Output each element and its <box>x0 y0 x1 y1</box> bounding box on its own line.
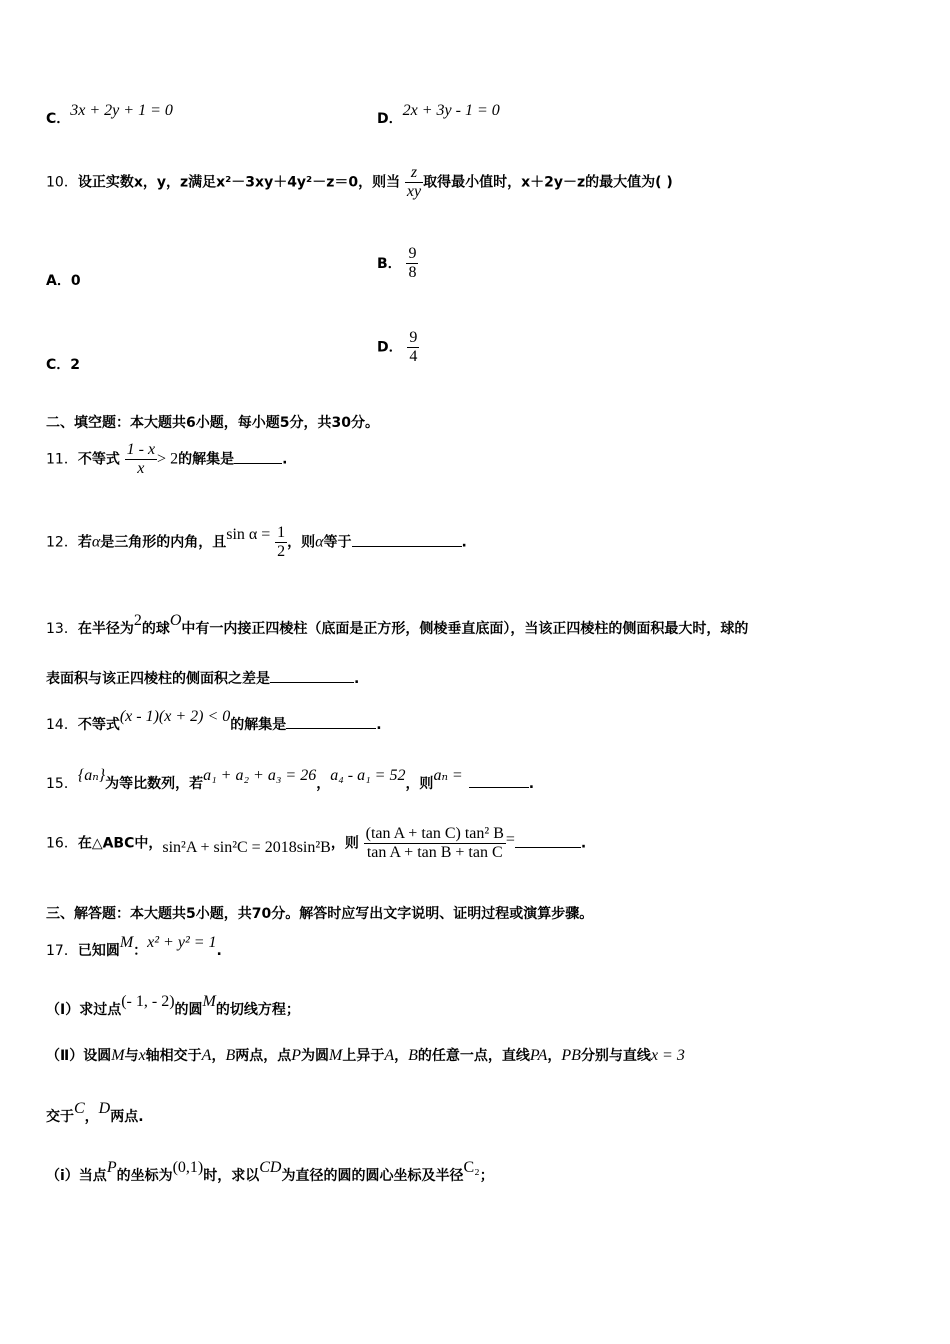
option-label: D． <box>377 111 403 127</box>
question-text: 分别与直线 <box>580 1048 651 1064</box>
question-text: 的解集是 <box>230 717 287 733</box>
section-heading-fill-in: 二、填空题：本大题共6小题，每小题5分，共30分。 <box>46 415 379 431</box>
line-equation: x = 3 <box>650 1047 685 1064</box>
period: . <box>376 717 382 733</box>
separator: ， <box>316 776 331 792</box>
question-text: 表面积与该正四棱柱的侧面积之差是 <box>46 671 270 687</box>
period: . <box>528 776 535 792</box>
question-text: 不等式 <box>77 451 120 468</box>
point-b: B <box>225 1047 236 1064</box>
question-text: 中有一内接正四棱柱（底面是正方形，侧棱垂直底面），当该正四棱柱的侧面积最大时，球的 <box>181 621 749 637</box>
inequality: (x - 1)(x + 2) < 0 <box>119 708 231 725</box>
part-label: （ⅰ）当点 <box>46 1168 107 1184</box>
comma: ， <box>84 1109 99 1125</box>
point: (- 1, - 2) <box>121 993 175 1010</box>
fraction <box>407 329 419 366</box>
q10-option-c <box>46 354 80 375</box>
point-coordinates: (0,1) <box>172 1159 204 1176</box>
point-p: P <box>106 1159 117 1176</box>
q17-part-2 <box>46 1045 685 1066</box>
frac-num: 9 <box>408 245 417 262</box>
question-text: 在△ABC中， <box>77 835 163 852</box>
question-text: 的球 <box>141 621 170 637</box>
q17-part-1 <box>46 993 300 1020</box>
question-text: 的坐标为 <box>116 1168 173 1184</box>
option-label: A． <box>46 273 71 289</box>
question-13 <box>46 612 749 639</box>
question-text: 交于 <box>46 1109 74 1125</box>
segment-cd: CD <box>259 1159 282 1176</box>
target-expr: aₙ = <box>433 767 463 784</box>
question-10 <box>46 164 673 201</box>
point-a: A <box>201 1047 212 1064</box>
period: . <box>461 534 467 551</box>
option-expr: 3x + 2y + 1 = 0 <box>70 102 173 119</box>
frac-num: 9 <box>409 329 418 346</box>
point-p: P <box>291 1047 302 1064</box>
part-label: （Ⅱ）设圆 <box>46 1048 112 1064</box>
option-value: 2 <box>70 357 81 373</box>
question-text: 两点. <box>110 1109 144 1125</box>
frac-den: 4 <box>409 348 418 365</box>
circle-equation: x² + y² = 1 <box>147 934 217 951</box>
frac-num: z <box>405 164 423 183</box>
question-text: 上异于 <box>342 1048 385 1064</box>
fraction <box>405 164 423 201</box>
option-label: C． <box>46 111 71 127</box>
question-15 <box>46 767 535 794</box>
option-label: D． <box>377 339 403 356</box>
question-text: 取得最小值时，x＋2y－z的最大值为( ) <box>423 174 673 191</box>
q9-option-c <box>46 102 173 129</box>
frac-num: 1 <box>277 524 286 541</box>
point-c: C <box>74 1100 85 1117</box>
question-number: 17． <box>46 943 78 959</box>
frac-den: 8 <box>408 264 417 281</box>
question-text: 的解集是 <box>178 451 235 468</box>
equals: = <box>505 830 515 848</box>
frac-den: tan A + tan B + tan C <box>366 844 503 861</box>
question-text: 时，求以 <box>203 1168 260 1184</box>
question-text: 两点，点 <box>235 1048 292 1064</box>
question-text: 为直径的圆的圆心坐标及半径 <box>281 1168 464 1184</box>
q17-part-i <box>46 1159 494 1186</box>
colon: ： <box>133 943 148 959</box>
question-number: 12． <box>46 534 78 551</box>
part-label: （Ⅰ）求过点 <box>46 1002 122 1018</box>
question-text: 为等比数列，若 <box>105 776 204 792</box>
condition: sin²A + sin²C = 2018sin²B <box>162 838 331 856</box>
circle-label: M <box>329 1047 343 1064</box>
axis-label: x <box>138 1047 146 1064</box>
q17-part-2-cont <box>46 1100 144 1127</box>
question-text: 的圆 <box>174 1002 203 1018</box>
question-17 <box>46 934 222 961</box>
center-label: O <box>169 612 182 629</box>
question-text: 在半径为 <box>77 621 134 637</box>
q9-option-d <box>377 102 500 129</box>
condition-1: a₁ + a₂ + a₃ = 26 <box>203 767 317 784</box>
question-number: 13． <box>46 621 78 637</box>
question-text: 若 <box>77 534 92 551</box>
question-number: 10． <box>46 174 78 191</box>
line-pb: PB <box>561 1047 581 1064</box>
option-label: B． <box>377 255 402 272</box>
period: . <box>216 943 222 959</box>
question-11 <box>46 441 287 478</box>
alpha-symbol: α <box>91 533 101 551</box>
answer-blank <box>515 833 581 848</box>
alpha-symbol: α <box>315 533 324 551</box>
point-a: A <box>384 1047 395 1064</box>
answer-blank <box>270 668 354 683</box>
question-text: 的任意一点，直线 <box>417 1048 530 1064</box>
frac-den: x <box>137 460 145 477</box>
fraction <box>125 441 157 478</box>
question-text: 不等式 <box>77 717 120 733</box>
point-d: D <box>98 1100 111 1117</box>
option-value: 0 <box>70 273 81 289</box>
condition-2: a₄ - a₁ = 52 <box>330 767 406 784</box>
question-text: ，则 <box>330 835 359 852</box>
frac-den: xy <box>406 183 422 200</box>
section-heading-solutions: 三、解答题：本大题共5小题，共70分。解答时应写出文字说明、证明过程或演算步骤。 <box>46 906 594 922</box>
answer-blank <box>469 773 529 788</box>
frac-num: 1 - x <box>126 441 156 458</box>
period: . <box>282 451 288 468</box>
question-text: ，则 <box>405 776 434 792</box>
question-number: 15． <box>46 776 78 792</box>
question-text: 轴相交于 <box>145 1048 202 1064</box>
question-number: 16． <box>46 835 78 852</box>
question-number: 11． <box>46 451 78 468</box>
radius-label: C₂ <box>463 1159 480 1176</box>
sequence: {aₙ} <box>77 767 106 784</box>
comma: ， <box>211 1048 226 1064</box>
radius-value: 2 <box>133 612 142 629</box>
frac-den: 2 <box>277 543 286 560</box>
comma: ， <box>394 1048 409 1064</box>
period: . <box>580 835 587 852</box>
question-text: ，则 <box>287 534 316 551</box>
option-expr: 2x + 3y - 1 = 0 <box>402 102 500 119</box>
circle-label: M <box>111 1047 125 1064</box>
relation: > 2 <box>157 450 179 468</box>
circle-label: M <box>202 993 216 1010</box>
question-text: 为圆 <box>301 1048 330 1064</box>
circle-label: M <box>119 934 134 951</box>
answer-blank <box>234 449 282 464</box>
fraction <box>275 524 287 561</box>
line-pa: PA <box>529 1047 548 1064</box>
question-text: 设正实数x，y，z满足x²－3xy＋4y²－z＝0，则当 <box>77 174 401 191</box>
period: . <box>354 671 360 687</box>
question-number: 14． <box>46 717 78 733</box>
sin-expr: sin α = <box>226 525 271 543</box>
question-text: 等于 <box>323 534 352 551</box>
question-text: 已知圆 <box>77 943 120 959</box>
question-12 <box>46 524 467 561</box>
question-text: 是三角形的内角，且 <box>100 534 227 551</box>
question-text: 与 <box>124 1048 139 1064</box>
question-14 <box>46 708 382 735</box>
comma: ， <box>547 1048 562 1064</box>
frac-num: (tan A + tan C) tan² B <box>365 825 504 842</box>
q10-option-b <box>377 245 418 282</box>
option-label: C． <box>46 357 71 373</box>
fraction <box>406 245 418 282</box>
answer-blank <box>286 714 376 729</box>
question-16 <box>46 825 586 862</box>
point-b: B <box>408 1047 418 1064</box>
question-13-cont <box>46 668 359 689</box>
answer-blank <box>352 532 462 547</box>
semicolon: ； <box>479 1168 494 1184</box>
question-text: 的切线方程； <box>215 1002 300 1018</box>
q10-option-d <box>377 329 419 366</box>
fraction <box>364 825 506 862</box>
q10-option-a <box>46 270 81 291</box>
